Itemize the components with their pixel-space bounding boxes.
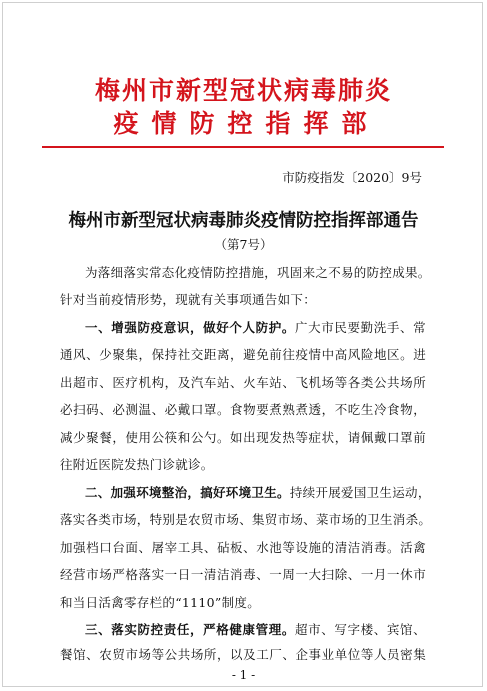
section1-line-4: 必扫码、必测温、必戴口罩。食物要煮熟煮透，不吃生冷食物， (60, 402, 426, 417)
issuer-header-line2: 疫情防控指挥部 (113, 109, 380, 138)
section3-line1-text: 超市、写字楼、宾馆、 (295, 622, 426, 637)
section1-line-3: 出超市、医疗机构，及汽车站、火车站、飞机场等各类公共场所 (60, 375, 426, 390)
section1-line-2: 通风、少聚集，保持社交距离，避免前往疫情中高风险地区。进 (60, 347, 426, 362)
section3-line-1 (60, 620, 426, 638)
section2-line1-text: 持续开展爱国卫生运动， (289, 485, 431, 500)
section2-line-3: 加强档口台面、屠宰工具、砧板、水池等设施的清洁消毒。活禽 (60, 540, 426, 555)
section2-heading: 二、加强环境整治，搞好环境卫生。 (85, 485, 290, 500)
section3-line-2: 餐馆、农贸市场等公共场所，以及工厂、企事业单位等人员密集 (60, 647, 426, 662)
document-number: 市防疫指发〔2020〕9号 (282, 170, 422, 185)
section1-line-6: 往附近医院发热门诊就诊。 (60, 457, 214, 472)
section1-line-1 (60, 318, 426, 336)
section1-line-5: 减少聚餐，使用公筷和公勺。如出现发热等症状，请佩戴口罩前 (60, 430, 426, 445)
section2-line-4: 经营市场严格落实一日一清洁消毒、一周一大扫除、一月一休市 (60, 567, 426, 582)
section2-line-5: 和当日活禽零存栏的“1110”制度。 (60, 595, 260, 610)
notice-subtitle: （第7号） (214, 237, 273, 252)
section1-line1-text: 广大市民要勤洗手、常 (295, 320, 426, 335)
issuer-header-line1: 梅州市新型冠状病毒肺炎 (94, 76, 392, 105)
page-number: - 1 - (231, 668, 256, 682)
red-divider-rule (42, 146, 444, 148)
section1-heading: 一、增强防疫意识，做好个人防护。 (85, 320, 296, 335)
intro-line-2: 针对当前疫情形势，现就有关事项通告如下： (60, 292, 317, 307)
intro-line-1: 为落细落实常态化疫情防控措施，巩固来之不易的防控成果。 (85, 265, 431, 280)
section2-line-1 (60, 483, 431, 501)
notice-title: 梅州市新型冠状病毒肺炎疫情防控指挥部通告 (68, 211, 419, 231)
section3-heading: 三、落实防控责任，严格健康管理。 (85, 622, 296, 637)
section2-line-2: 落实各类市场，特别是农贸市场、集贸市场、菜市场的卫生消杀。 (60, 512, 432, 527)
